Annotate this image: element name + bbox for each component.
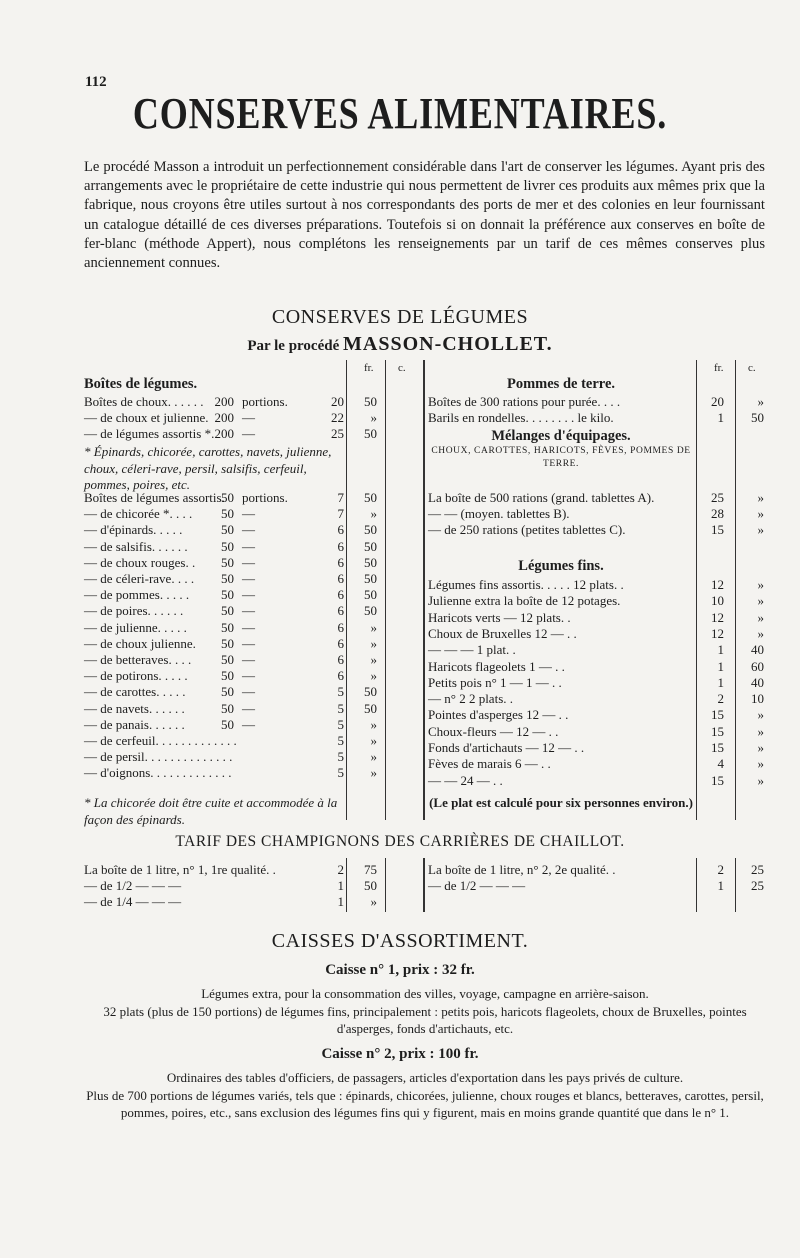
row-qty: 50 <box>221 684 234 700</box>
caisse-2-line-1: Ordinaires des tables d'officiers, de passagers, articles d'exportation dans les pays privés de culture. <box>166 1070 684 1085</box>
row-qty: 50 <box>221 619 234 635</box>
right-note: (Le plat est calculé pour six personnes environ.) <box>429 795 693 810</box>
row-unit: portions. <box>242 490 288 505</box>
row-c: » <box>370 410 377 425</box>
row-label: La boîte de 500 rations (grand. tablettes A). <box>428 490 655 505</box>
row-unit: — <box>242 506 255 522</box>
row-unit: — <box>242 410 255 425</box>
row-unit: — <box>242 635 255 651</box>
row-fr: 28 <box>711 506 724 521</box>
row-c: 25 <box>751 878 764 893</box>
rule-champ-fr-r <box>696 858 697 912</box>
row-c: 10 <box>751 691 764 707</box>
row-qty: 200 <box>214 410 234 425</box>
row-c: » <box>370 506 377 522</box>
row-c: » <box>757 506 764 521</box>
row-c: » <box>757 625 764 641</box>
row-fr: 10 <box>711 593 724 609</box>
row-fr: 6 <box>337 603 344 619</box>
section-heading-champignons: TARIF DES CHAMPIGNONS DES CARRIÈRES DE CHAILLOT. <box>175 833 625 850</box>
row-c: 50 <box>364 878 377 893</box>
row-fr: 15 <box>711 707 724 723</box>
rule-right-fr <box>696 360 697 820</box>
row-label: — — — 1 plat. . <box>428 642 516 658</box>
row-unit: — <box>242 619 255 635</box>
row-label: Pointes d'asperges 12 — . . <box>428 707 569 723</box>
row-c: 25 <box>751 862 764 877</box>
row-label: — de poires. . . . . . <box>84 603 184 619</box>
row-fr: 25 <box>711 490 724 505</box>
row-fr: 2 <box>337 862 344 877</box>
subheading-name: MASSON-CHOLLET. <box>343 333 553 355</box>
row-qty: 50 <box>221 716 234 732</box>
row-qty: 50 <box>221 490 234 505</box>
row-c: » <box>370 668 377 684</box>
row-c: » <box>757 577 764 592</box>
row-label: Boîtes de 300 rations pour purée. . . . <box>428 394 621 409</box>
row-fr: 5 <box>337 733 344 748</box>
row-fr: 12 <box>711 625 724 641</box>
section-subheading <box>0 333 800 356</box>
row-qty: 50 <box>221 522 234 538</box>
header-c-left: c. <box>398 362 406 374</box>
row-fr: 7 <box>337 506 344 522</box>
row-fr: 5 <box>337 700 344 716</box>
row-fr: 2 <box>717 862 724 877</box>
row-unit: — <box>242 587 255 603</box>
row-fr: 15 <box>711 522 724 537</box>
rule-champ-c-l <box>385 858 386 912</box>
section-heading-caisses: CAISSES D'ASSORTIMENT. <box>271 930 529 952</box>
row-unit: portions. <box>242 394 288 409</box>
row-label: — de persil. . . . . . . . . . . . . . <box>84 749 233 765</box>
footnote-chicoree: * La chicorée doit être cuite et accommodée à la façon des épinards. <box>84 795 338 827</box>
row-c: 50 <box>364 684 377 700</box>
row-c: 50 <box>364 571 377 586</box>
row-fr: 6 <box>337 571 344 586</box>
row-c: 40 <box>751 674 764 690</box>
row-label: — de légumes assortis *. <box>84 426 215 441</box>
row-c: » <box>370 635 377 651</box>
row-c: » <box>757 593 764 609</box>
left-section-title: Boîtes de légumes. <box>84 376 198 392</box>
row-qty: 50 <box>221 700 234 716</box>
row-c: » <box>757 490 764 505</box>
row-fr: 1 <box>717 410 724 425</box>
row-fr: 15 <box>711 740 724 755</box>
row-c: » <box>370 619 377 635</box>
row-fr: 6 <box>337 522 344 538</box>
row-c: 50 <box>364 554 377 570</box>
row-fr: 5 <box>337 716 344 732</box>
row-fr: 6 <box>337 554 344 570</box>
row-c: » <box>757 394 764 409</box>
row-c: 50 <box>364 426 377 441</box>
row-qty: 50 <box>221 587 234 603</box>
row-fr: 12 <box>711 577 724 592</box>
row-label: — de choux et julienne. <box>84 410 209 425</box>
footnote-assortis: * Épinards, chicorée, carottes, navets, julienne, choux, céleri-rave, persil, salsifis, cerfeuil, pommes, poires, etc. <box>84 444 332 492</box>
caisse-1-title: Caisse n° 1, prix : 32 fr. <box>325 962 475 978</box>
row-c: 50 <box>364 603 377 619</box>
row-label: — de choux rouges. . <box>84 554 196 570</box>
row-label: Boîtes de légumes assortis. <box>84 490 225 505</box>
row-label: Petits pois n° 1 — 1 — . . <box>428 674 562 690</box>
row-fr: 1 <box>337 878 344 893</box>
row-fr: 22 <box>331 410 344 425</box>
row-label: — d'oignons. . . . . . . . . . . . . <box>84 765 232 781</box>
row-qty: 50 <box>221 635 234 651</box>
row-fr: 25 <box>331 426 344 441</box>
row-c: » <box>757 522 764 537</box>
row-c: 50 <box>364 587 377 603</box>
row-label: — de potirons. . . . . <box>84 668 188 684</box>
row-c: » <box>757 609 764 625</box>
row-c: » <box>370 733 377 748</box>
right-title-legumes-fins: Légumes fins. <box>518 558 604 574</box>
row-c: 40 <box>751 642 764 658</box>
row-unit: — <box>242 571 255 586</box>
caisse-2-line-2: Plus de 700 portions de légumes variés, tels que : épinards, chicorées, julienne, choux rouges et blancs, betteraves, carottes, persil, pommes, poires, etc., sans exclusion des légumes fins qui y figurent, mais en moins grande quantité que dans le n° 1. <box>86 1088 764 1120</box>
right-subtitle-melanges: CHOUX, CAROTTES, HARICOTS, FÈVES, POMMES DE TERRE. <box>431 446 691 469</box>
row-qty: 50 <box>221 554 234 570</box>
row-c: » <box>370 652 377 667</box>
right-title-pommes: Pommes de terre. <box>506 376 616 392</box>
row-label: Fèves de marais 6 — . . <box>428 756 551 772</box>
row-c: » <box>370 765 377 781</box>
row-fr: 2 <box>717 691 724 707</box>
row-c: 50 <box>364 538 377 554</box>
row-label: — n° 2 2 plats. . <box>428 691 514 707</box>
row-unit: — <box>242 684 255 700</box>
row-unit: — <box>242 668 255 684</box>
row-label: Légumes fins assortis. . . . . 12 plats. . <box>428 577 624 592</box>
row-label: — de carottes. . . . . <box>84 684 186 700</box>
row-label: Choux-fleurs — 12 — . . <box>428 723 559 739</box>
row-label: — de chicorée *. . . . <box>84 506 193 522</box>
subheading-prefix: Par le procédé <box>247 338 340 354</box>
header-fr-right: fr. <box>714 362 724 374</box>
row-fr: 5 <box>337 749 344 765</box>
rule-champ-center <box>423 858 425 912</box>
section-heading-legumes: CONSERVES DE LÉGUMES <box>271 306 529 328</box>
caisse-2-title: Caisse n° 2, prix : 100 fr. <box>321 1046 479 1062</box>
row-c: 75 <box>364 862 377 877</box>
row-label: — de panais. . . . . . <box>84 716 185 732</box>
row-fr: 6 <box>337 587 344 603</box>
header-c-right: c. <box>748 362 756 374</box>
header-fr-left: fr. <box>364 362 374 374</box>
row-c: 50 <box>751 410 764 425</box>
row-qty: 50 <box>221 506 234 522</box>
row-label: La boîte de 1 litre, n° 1, 1re qualité. . <box>84 862 276 877</box>
page-number: 112 <box>85 74 107 90</box>
row-label: — de salsifis. . . . . . <box>84 538 188 554</box>
row-fr: 20 <box>711 394 724 409</box>
row-label: Haricots verts — 12 plats. . <box>428 609 571 625</box>
row-c: » <box>370 749 377 765</box>
row-label: — de cerfeuil. . . . . . . . . . . . . <box>84 733 237 748</box>
row-c: » <box>757 756 764 772</box>
row-unit: — <box>242 426 255 441</box>
caisse-1-line-1: Légumes extra, pour la consommation des villes, voyage, campagne en arrière-saison. <box>201 986 649 1001</box>
row-fr: 6 <box>337 652 344 667</box>
row-label: Julienne extra la boîte de 12 potages. <box>428 593 621 609</box>
row-label: Haricots flageolets 1 — . . <box>428 658 565 674</box>
row-fr: 5 <box>337 765 344 781</box>
row-qty: 50 <box>221 652 234 667</box>
rule-center <box>423 360 425 820</box>
row-qty: 50 <box>221 571 234 586</box>
row-unit: — <box>242 716 255 732</box>
row-c: 50 <box>364 522 377 538</box>
row-fr: 12 <box>711 609 724 625</box>
row-label: — de céleri-rave. . . . <box>84 571 195 586</box>
row-c: » <box>370 716 377 732</box>
row-fr: 4 <box>717 756 724 772</box>
row-unit: — <box>242 538 255 554</box>
row-fr: 1 <box>717 674 724 690</box>
row-unit: — <box>242 652 255 667</box>
row-fr: 15 <box>711 723 724 739</box>
row-label: — de pommes. . . . . <box>84 587 190 603</box>
row-fr: 1 <box>717 642 724 658</box>
row-label: Choux de Bruxelles 12 — . . <box>428 625 577 641</box>
row-label: — de julienne. . . . . <box>84 619 187 635</box>
row-fr: 1 <box>717 878 724 893</box>
row-unit: — <box>242 554 255 570</box>
row-qty: 50 <box>221 603 234 619</box>
row-c: 50 <box>364 490 377 505</box>
row-label: — de 1/2 — — — <box>84 878 182 893</box>
row-label: — d'épinards. . . . . <box>84 522 183 538</box>
row-label: — de 250 rations (petites tablettes C). <box>428 522 626 537</box>
row-label: Fonds d'artichauts — 12 — . . <box>428 740 585 755</box>
row-fr: 6 <box>337 538 344 554</box>
row-fr: 1 <box>717 658 724 674</box>
row-label: Boîtes de choux. . . . . . <box>84 394 204 409</box>
row-label: — de 1/4 — — — <box>84 894 182 909</box>
row-label: Barils en rondelles. . . . . . . . le kilo. <box>428 410 614 425</box>
row-c: 50 <box>364 700 377 716</box>
row-label: — — 24 — . . <box>428 772 503 788</box>
row-c: 60 <box>751 658 764 674</box>
row-c: 50 <box>364 394 377 409</box>
row-fr: 7 <box>337 490 344 505</box>
row-c: » <box>757 707 764 723</box>
row-qty: 200 <box>214 394 234 409</box>
row-unit: — <box>242 603 255 619</box>
row-c: » <box>757 723 764 739</box>
row-c: » <box>757 740 764 755</box>
row-unit: — <box>242 522 255 538</box>
row-fr: 6 <box>337 635 344 651</box>
row-fr: 6 <box>337 668 344 684</box>
right-title-melanges: Mélanges d'équipages. <box>491 428 631 444</box>
row-fr: 6 <box>337 619 344 635</box>
row-fr: 20 <box>331 394 344 409</box>
caisse-1-line-2: 32 plats (plus de 150 portions) de légumes fins, principalement : petits pois, haricots flageolets, choux de Bruxelles, pointes d'asperges, fonds d'artichauts, etc. <box>103 1004 747 1036</box>
row-label: — de 1/2 — — — <box>428 878 526 893</box>
row-fr: 15 <box>711 772 724 788</box>
row-unit: — <box>242 700 255 716</box>
rule-left-c <box>385 360 386 820</box>
row-fr: 1 <box>337 894 344 909</box>
page-title: CONSERVES ALIMENTAIRES. <box>132 89 668 138</box>
row-qty: 50 <box>221 538 234 554</box>
row-label: — — (moyen. tablettes B). <box>428 506 570 521</box>
row-c: » <box>757 772 764 788</box>
row-label: — de betteraves. . . . <box>84 652 192 667</box>
row-c: » <box>370 894 377 909</box>
row-qty: 50 <box>221 668 234 684</box>
row-label: La boîte de 1 litre, n° 2, 2e qualité. . <box>428 862 616 877</box>
row-label: — de choux julienne. <box>84 635 196 651</box>
intro-paragraph: Le procédé Masson a introduit un perfectionnement considérable dans l'art de conserver les légumes. Ayant pris des arrangements avec le propriétaire de cette industrie qui nous permettent de livrer ces produits aux mêmes prix que la fabrique, nous croyons être utiles surtout à nos correspondants des ports de mer et des colonies en leur fournissant un catalogue détaillé de ces diverses préparations. Toutefois si on donnait la préférence aux conserves en boîte de fer-blanc (méthode Appert), nous complétons les renseignements par un tarif de ces mêmes conserves plus anciennement connues. <box>84 159 765 272</box>
row-label: — de navets. . . . . . <box>84 700 185 716</box>
row-fr: 5 <box>337 684 344 700</box>
row-qty: 200 <box>214 426 234 441</box>
